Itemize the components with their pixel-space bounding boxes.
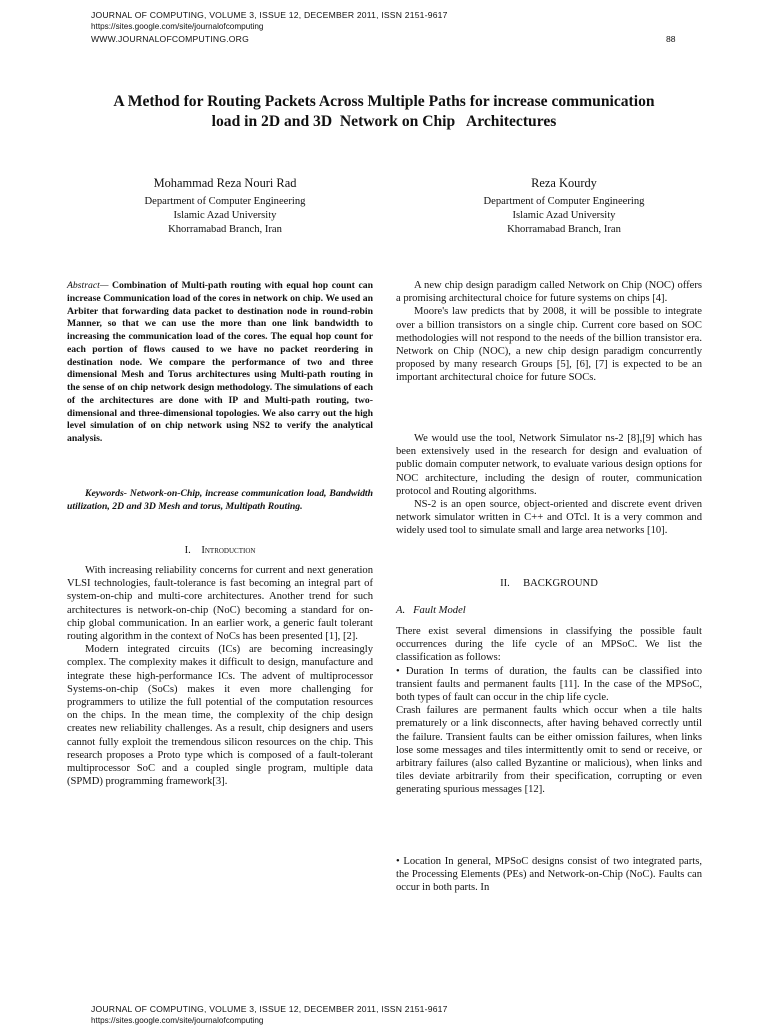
author-block-1 [75,175,375,237]
intro-number: I. [184,545,191,556]
keywords [67,488,373,514]
right-column-fault-model [396,625,702,797]
title-line-1: A Method for Routing Packets Across Multiple Paths for increase communication [113,93,655,110]
intro-title: Introduction [201,545,256,556]
footer-journal-line: JOURNAL OF COMPUTING, VOLUME 3, ISSUE 12, DECEMBER 2011, ISSN 2151-9617 [91,1004,448,1014]
paper-title [60,92,708,132]
background-heading [396,578,702,589]
right-column-location [396,855,702,895]
author-university: Islamic Azad University [512,210,616,221]
intro-paragraph-1: With increasing reliability concerns for current and next generation VLSI technologies, fault-tolerance is fast becoming an integral part of system-on-chip and multi-core architectures. Another trend for such architectures is network-on-chip (NoC) becoming a standard for on-chip global communication. In an earlier work, a generic fault tolerant routing algorithm in the context of NoCs has been presented [1], [2]. [67,565,373,643]
intro-body [67,564,373,788]
background-title: BACKGROUND [523,578,598,589]
abstract-text: Combination of Multi-path routing with equal hop count can increase Communication load of the cores in network on chip. We used an Arbiter that forwarding data packet to destination node in round-robin Manner, so that we can use the more than one link bandwidth to increasing the communication load of the cores. The equal hop count for each portion of flows caused to we have no packet reordering in destination node. We compare the performance of two and three dimensional Mesh and Torus architectures using Multi-path routing in the sense of on chip network design methodology. The simulations of each of the architectures are done with IP and Multi-path routing, two-dimensional and three-dimensional topologies. We also carry out the high level simulation of on chip network using NS2 to verify the analytical analysis. [67,280,373,444]
right-paragraph-7: Crash failures are permanent faults which occur when a tile halts prematurely or a link disconnects, after having behaved correctly until the failure. Transient faults can be either omission failures, when links lose some messages and tiles intermittently omit to send or receive, or arbitrary failures (also called Byzantine or malicious), when links and tiles deviate arbitrarily from their specification, corrupting or even generating spurious messages [12]. [396,705,702,796]
right-column-ns2 [396,432,702,538]
abstract [67,280,373,446]
right-paragraph-1: A new chip design paradigm called Network on Chip (NOC) offers a promising architectural choice for future systems on chips [4]. [396,280,702,305]
journal-header-line: JOURNAL OF COMPUTING, VOLUME 3, ISSUE 12, DECEMBER 2011, ISSN 2151-9617 [91,10,448,20]
intro-heading [67,545,373,556]
author-university: Islamic Azad University [173,210,277,221]
right-paragraph-4: NS-2 is an open source, object-oriented and discrete event driven network simulator written in C++ and OTcl. It is a very common and widely used tool to simulate small and large area networks [10]. [396,499,702,537]
author-block-2 [414,175,714,237]
background-number: II. [500,578,510,589]
author-department: Department of Computer Engineering [144,196,306,207]
intro-paragraph-2: Modern integrated circuits (ICs) are becoming increasingly complex. The complexity makes it difficult to design, manufacture and integrate these high-performance ICs. The advent of multiprocessor Systems-on-chip (SoCs) makes it even more challenging for programmers to utilize the full potential of the computation resources on the chips. In the mean time, the complexity of the chip design creates new reliability challenges. As a result, chip designers and users cannot fully exploit the tremendous silicon resources on the chip. This research proposes a Proto type which is composed of a fault-tolerant multiprocessor SoC and a coupled single program, multiple data (SPMD) programming framework[3]. [67,644,373,788]
fault-model-subheading: A. Fault Model [396,605,466,616]
journal-site-line: WWW.JOURNALOFCOMPUTING.ORG [91,34,249,44]
right-column-intro [396,279,702,385]
page-number: 88 [666,34,676,44]
author-branch: Khorramabad Branch, Iran [168,224,282,235]
footer-url-line: https://sites.google.com/site/journalofcomputing [91,1016,264,1025]
right-paragraph-2: Moore's law predicts that by 2008, it will be possible to integrate over a billion transistors on a single chip. Current core based on SOC methodologies will not respond to the needs of the billion transistor era. Network on Chip (NOC), a new chip design paradigm concurrently proposed by many research Groups [5], [6], [7] is expected to be an important architectural choice for future SOCs. [396,306,702,384]
author-branch: Khorramabad Branch, Iran [507,224,621,235]
author-name: Mohammad Reza Nouri Rad [153,176,297,190]
author-department: Department of Computer Engineering [483,196,645,207]
journal-url-line: https://sites.google.com/site/journalofcomputing [91,22,264,31]
right-paragraph-5: There exist several dimensions in classifying the possible fault occurrences during the life cycle of an MPSoC. We list the classification as follows: [396,626,702,664]
keywords-text: Keywords- Network-on-Chip, increase communication load, Bandwidth utilization, 2D and 3D Mesh and torus, Multipath Routing. [67,488,373,512]
title-line-2: load in 2D and 3D Network on Chip Architectures [211,113,557,130]
abstract-lead: Abstract— [67,280,109,291]
right-paragraph-3: We would use the tool, Network Simulator ns-2 [8],[9] which has been extensively used in the research for design and evaluation of public domain computer network, to evaluate various design options for NOC architecture, including the design of router, communication protocol and Routing algorithms. [396,433,702,497]
right-paragraph-6: • Duration In terms of duration, the faults can be classified into transient faults and permanent faults [11]. In the case of the MPSoC, both types of fault can occur in the chip life cycle. [396,665,702,704]
author-name: Reza Kourdy [531,176,597,190]
right-paragraph-8: • Location In general, MPSoC designs consist of two integrated parts, the Processing Elements (PEs) and Network-on-Chip (NoC). Faults can occur in both parts. In [396,856,702,894]
